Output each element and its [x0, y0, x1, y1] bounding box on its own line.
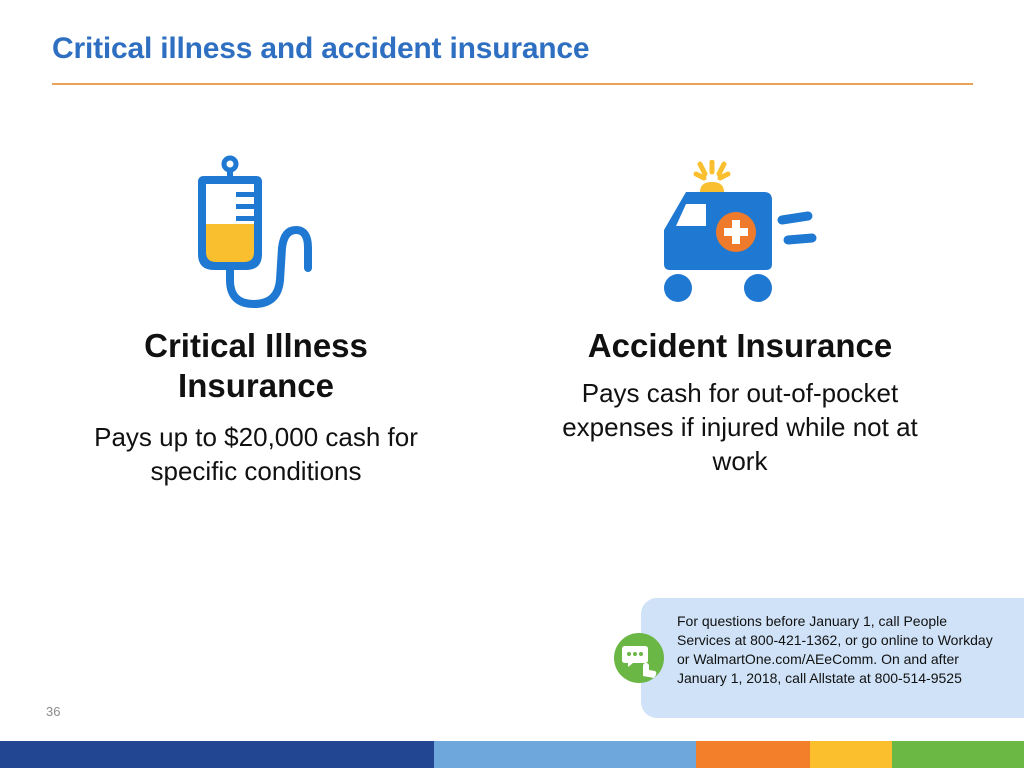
contact-info-text: For questions before January 1, call People Services at 800-421-1362, or go online to Workday or WalmartOne.com/AEeComm. On and after January 1, 2018, call Allstate at 800-514-9525 [677, 613, 993, 686]
footer-segment-light-blue [434, 741, 696, 768]
footer-segment-orange [696, 741, 810, 768]
critical-illness-heading: Critical Illness Insurance [144, 327, 368, 404]
critical-illness-description: Pays up to $20,000 cash for specific conditions [94, 422, 418, 486]
accident-insurance-heading: Accident Insurance [587, 327, 893, 364]
slide-title: Critical illness and accident insurance [52, 32, 590, 65]
footer-segment-yellow [810, 741, 892, 768]
title-divider [52, 83, 973, 85]
footer-segment-green [892, 741, 1024, 768]
footer-color-bar [0, 741, 1024, 768]
footer-segment-navy [0, 741, 434, 768]
page-number: 36 [46, 704, 61, 719]
accident-insurance-description: Pays cash for out-of-pocket expenses if injured while not at work [562, 378, 918, 476]
iv-drip-icon [190, 152, 320, 310]
chat-support-icon [613, 632, 665, 684]
ambulance-icon [656, 160, 822, 306]
